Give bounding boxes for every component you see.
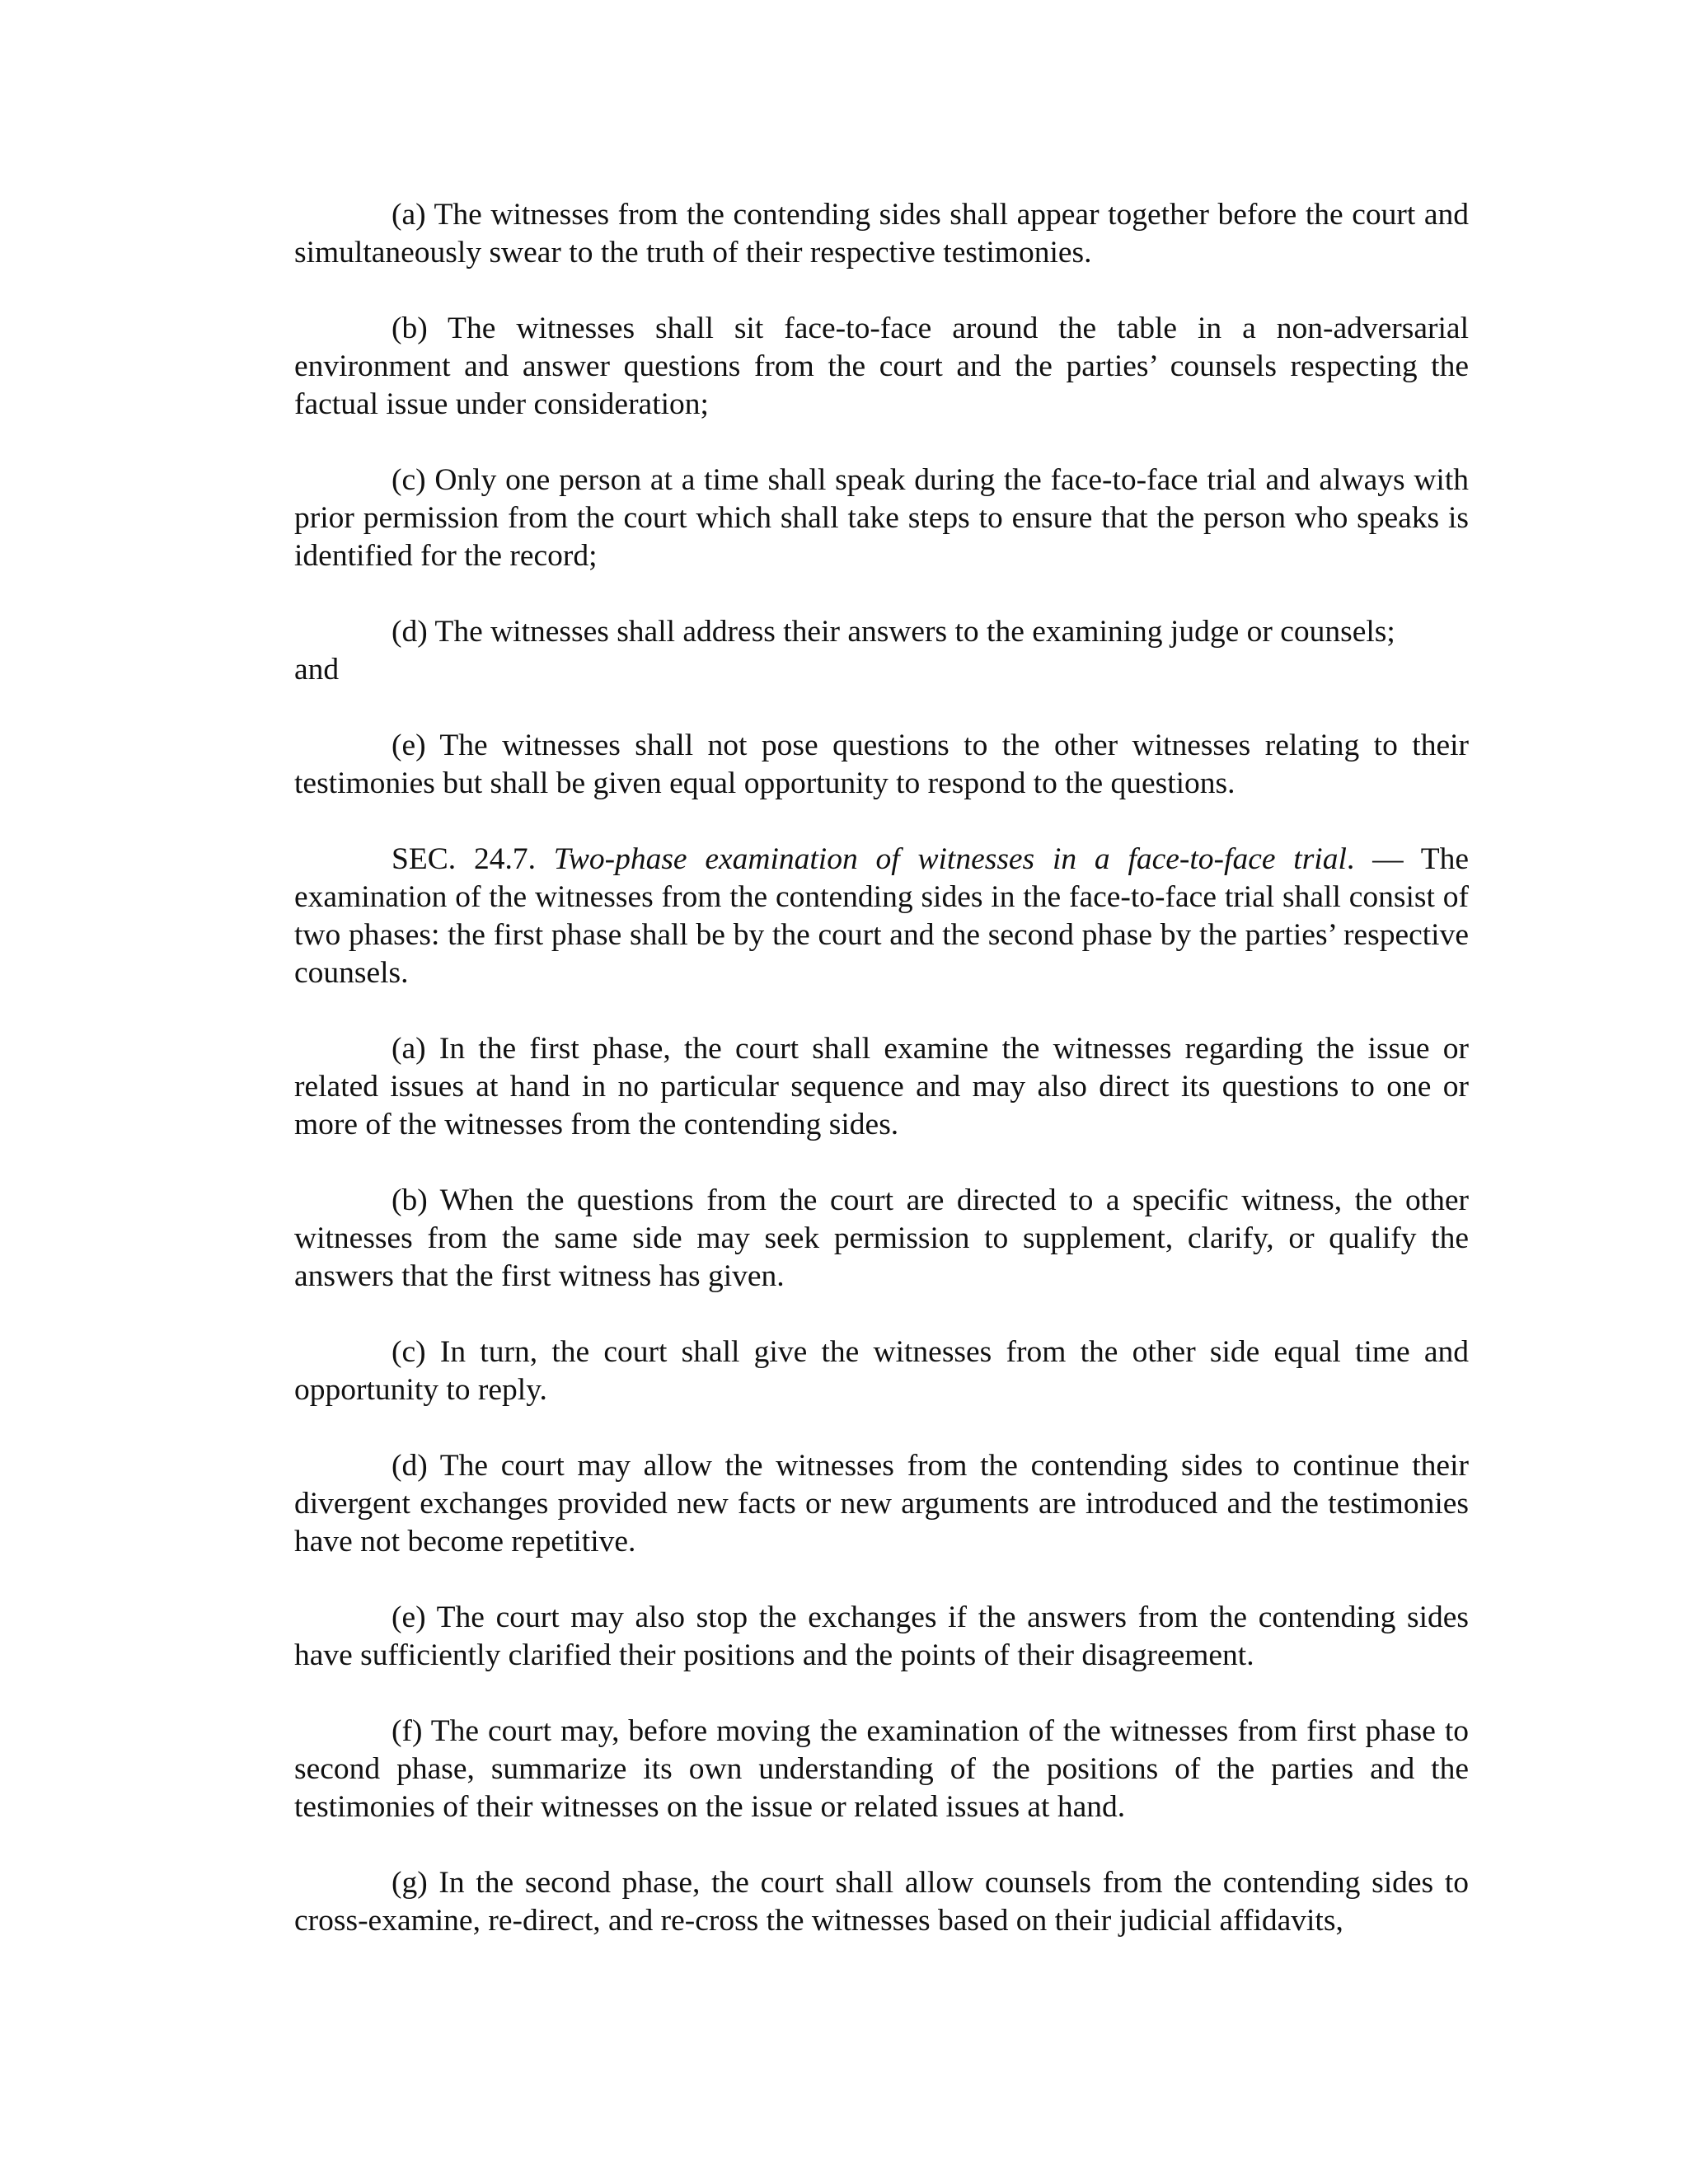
paragraph-e: (e) The witnesses shall not pose questions to the other witnesses relating to their testimonies but shall be given equal opportunity to respond to the questions. (294, 729, 1469, 800)
section-number: SEC. 24.7. (392, 842, 536, 876)
section-body: The examination of the witnesses from the contending sides in the face-to-face trial shall consist of two phases: the first phase shall be by the court and the second phase by the parties’ respective counsels. (294, 842, 1470, 990)
section-paragraph-e: (e) The court may also stop the exchanges if the answers from the contending sides have sufficiently clarified their positions and the points of their disagreement. (294, 1601, 1469, 1672)
paragraph-d-continuation: and (294, 653, 340, 687)
paragraph-a: (a) The witnesses from the contending sides shall appear together before the court and simultaneously swear to the truth of their respective testimonies. (294, 198, 1469, 269)
section-paragraph-d: (d) The court may allow the witnesses from the contending sides to continue their divergent exchanges provided new facts or new arguments are introduced and the testimonies have not become repetitive. (294, 1449, 1469, 1558)
section-title-end: . — (1346, 842, 1421, 876)
section-paragraph-a: (a) In the first phase, the court shall examine the witnesses regarding the issue or related issues at hand in no particular sequence and may also direct its questions to one or more of the witnesses from the contending sides. (294, 1032, 1469, 1141)
section-paragraph-g: (g) In the second phase, the court shall allow counsels from the contending sides to cross-examine, re-direct, and re-cross the witnesses based on their judicial affidavits, (294, 1866, 1469, 1938)
section-paragraph-f: (f) The court may, before moving the examination of the witnesses from first phase to second phase, summarize its own understanding of the positions of the parties and the testimonies of their witnesses on the issue or related issues at hand. (294, 1714, 1469, 1824)
paragraph-d: (d) The witnesses shall address their answers to the examining judge or counsels; (392, 615, 1395, 649)
section-paragraph-c: (c) In turn, the court shall give the witnesses from the other side equal time and opportunity to reply. (294, 1335, 1469, 1407)
document-page (294, 196, 1469, 1940)
section-24-7 (294, 841, 1469, 992)
section-paragraph-b: (b) When the questions from the court are directed to a specific witness, the other witnesses from the same side may seek permission to supplement, clarify, or qualify the answers that the first witness has given. (294, 1183, 1469, 1293)
paragraph-c: (c) Only one person at a time shall speak during the face-to-face trial and always with prior permission from the court which shall take steps to ensure that the person who speaks is identified for the record; (294, 463, 1469, 573)
paragraph-b: (b) The witnesses shall sit face-to-face around the table in a non-adversarial environment and answer questions from the court and the parties’ counsels respecting the factual issue under consideration; (294, 312, 1469, 421)
section-title: Two-phase examination of witnesses in a face-to-face trial (553, 842, 1347, 876)
